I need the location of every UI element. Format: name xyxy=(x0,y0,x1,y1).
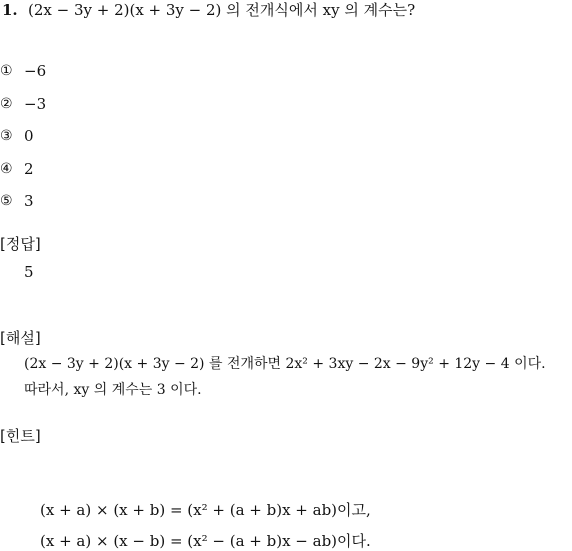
question-number: 1. xyxy=(2,1,18,19)
answer-heading: [정답] xyxy=(0,235,41,253)
explanation-heading: [해설] xyxy=(0,329,41,347)
explanation-line-1: (2x − 3y + 2)(x + 3y − 2) 를 전개하면 2x² + 3xy − 2x − 9y² + 12y − 4 이다. xyxy=(24,356,546,372)
choice-4-mark: ④ xyxy=(0,161,13,177)
hint-line-2: (x + a) × (x − b) = (x² − (a + b)x − ab)이다. xyxy=(40,532,371,550)
explanation-line-2: 따라서, xy 의 계수는 3 이다. xyxy=(24,382,202,398)
hint-line-1: (x + a) × (x + b) = (x² + (a + b)x + ab)이고, xyxy=(40,501,371,519)
choice-2-value: −3 xyxy=(24,95,47,113)
question-text: (2x − 3y + 2)(x + 3y − 2) 의 전개식에서 xy 의 계수는? xyxy=(28,1,416,19)
choice-2-mark: ② xyxy=(0,96,13,112)
choice-5-value: 3 xyxy=(24,192,34,210)
choice-3-mark: ③ xyxy=(0,128,13,144)
choice-4-value: 2 xyxy=(24,160,34,178)
choice-1-mark: ① xyxy=(0,63,13,79)
answer-value: 5 xyxy=(24,263,34,281)
choice-3-value: 0 xyxy=(24,127,34,145)
choice-1-value: −6 xyxy=(24,62,47,80)
choice-5-mark: ⑤ xyxy=(0,193,13,209)
hint-heading: [힌트] xyxy=(0,427,41,445)
